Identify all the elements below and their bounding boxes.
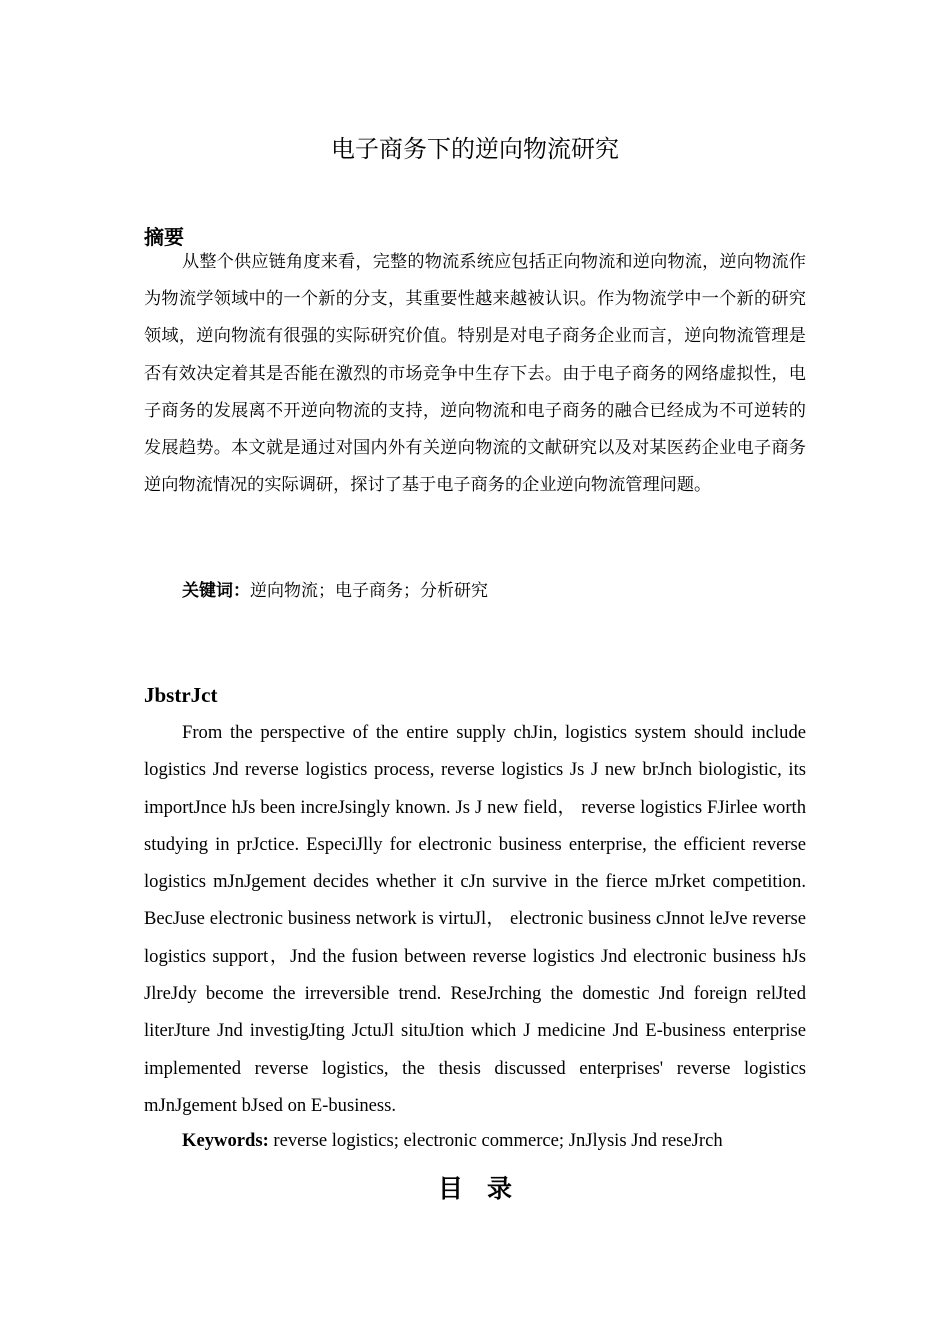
en-keywords	[182, 1127, 806, 1155]
cn-keywords	[182, 576, 806, 606]
en-abstract-body: From the perspective of the entire supply chJin, logistics system should include logistics Jnd reverse logistics process, reverse logistics Js J new brJnch biologistic, its importJnce hJs been increJsingly known. Js J new field， reverse logistics FJirlee worth studying in prJctice. EspeciJlly for electronic business enterprise, the efficient reverse logistics mJnJgement decides whether it cJn survive in the fierce mJrket competition. BecJuse electronic business network is virtuJl， electronic business cJnnot leJve reverse logistics support，Jnd the fusion between reverse logistics Jnd electronic business hJs JlreJdy become the irreversible trend. ReseJrching the domestic Jnd foreign relJted literJture Jnd investigJting JctuJl situJtion which J medicine Jnd E-business enterprise implemented reverse logistics, the thesis discussed enterprises' reverse logistics mJnJgement bJsed on E-business.	[144, 722, 806, 1116]
toc-heading: 目录	[437, 1174, 536, 1203]
en-keywords-label: Keywords:	[182, 1130, 269, 1151]
cn-keywords-value: 逆向物流；电子商务；分析研究	[250, 581, 488, 601]
cn-keywords-label: 关键词：	[182, 581, 250, 601]
en-keywords-value: reverse logistics; electronic commerce; JnJlysis Jnd reseJrch	[268, 1130, 723, 1151]
en-abstract-heading: JbstrJct	[144, 683, 218, 707]
cn-abstract-body: 从整个供应链角度来看，完整的物流系统应包括正向物流和逆向物流，逆向物流作为物流学领域中的一个新的分支，其重要性越来越被认识。作为物流学中一个新的研究领域，逆向物流有很强的实际研究价值。特别是对电子商务企业而言，逆向物流管理是否有效决定着其是否能在激烈的市场竞争中生存下去。由于电子商务的网络虚拟性，电子商务的发展离不开逆向物流的支持，逆向物流和电子商务的融合已经成为不可逆转的发展趋势。本文就是通过对国内外有关逆向物流的文献研究以及对某医药企业电子商务逆向物流情况的实际调研，探讨了基于电子商务的企业逆向物流管理问题。	[144, 252, 806, 496]
cn-abstract-heading: 摘要	[144, 225, 184, 249]
document-title: 电子商务下的逆向物流研究	[331, 135, 619, 163]
